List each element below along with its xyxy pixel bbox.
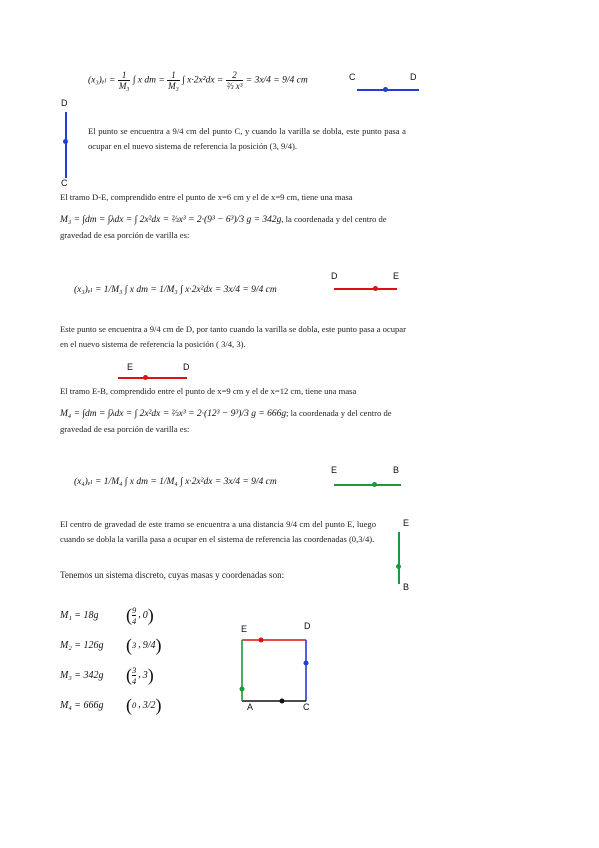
mass-value: M₄ = 666g xyxy=(60,699,104,711)
formula-big-fraction: $\frac{2}{\text{⅔ x³}}$ xyxy=(226,70,243,91)
rod-label-c: C xyxy=(349,72,356,82)
mass-coordinates: ( $\frac{9}{4}$ , 0) xyxy=(126,604,154,626)
paragraph-2: Este punto se encuentra a 9/4 cm de D, por tanto cuando la varilla se dobla, este punto pasa a ocupar en el nuevo sistema de referencia la posición ( 3/4, 3). xyxy=(60,324,406,349)
mass-row xyxy=(60,630,240,660)
formula-integrand: ∫ x·2x²dx = xyxy=(182,75,226,86)
mass-coordinates: ( 0 , 3/2) xyxy=(126,694,162,715)
rod-eb-vertical-dot xyxy=(396,564,401,569)
corner-label-e: E xyxy=(241,624,248,634)
mass-formula-de: M₃ = ∫dm = ∫λdx = ∫ 2x²dx = ⅔x³ = 2·(9³ − 6³)/3 g = 342g, la coordenada y del centro de gravedad de esa porción de varilla es: xyxy=(60,214,387,240)
rod-label-d3: D xyxy=(183,362,190,372)
paragraph-3: El centro de gravedad de este tramo se encuentra a una distancia 9/4 cm del punto E, luego cuando se dobla la varilla pasa a ocupar en el sistema de referencia las coordenadas (0,3/4). xyxy=(60,519,376,544)
coord-y: 0 xyxy=(142,609,148,621)
rod-label-c-bottom: C xyxy=(61,178,68,188)
paragraph-eb-intro: El tramo E-B, comprendido entre el punto de x=9 cm y el de x=12 cm, tiene una masa xyxy=(60,386,357,396)
rod-label-e2: E xyxy=(393,271,400,281)
coord-y: 9/4 xyxy=(142,639,156,651)
corner-label-d: D xyxy=(304,621,311,631)
coord-x: $\frac{3}{4}$ xyxy=(132,664,137,686)
paragraph-1: El punto se encuentra a 9/4 cm del punto C, y cuando la varilla se dobla, este punto pasa a ocupar en el nuevo sistema de referencia la posición (3, 9/4). xyxy=(88,126,406,151)
rod-ed-horizontal xyxy=(118,377,187,379)
formula-fraction: $\frac{1}{\text{M₃}}$ xyxy=(118,70,130,91)
rod-label-e3: E xyxy=(127,362,134,372)
formula-result: = 3x/4 = 9/4 cm xyxy=(245,75,308,86)
coord-x: $\frac{9}{4}$ xyxy=(132,604,137,626)
cg-dot-dc xyxy=(304,661,309,666)
cg-formula-de: (x₃)ₑₗ = 1/M₃ ∫ x dm = 1/M₃ ∫ x·2x²dx = 3x/4 = 9/4 cm xyxy=(74,285,277,295)
mass-value: M₁ = 18g xyxy=(60,609,99,621)
mass-list xyxy=(60,600,240,720)
mass-value: M₂ = 126g xyxy=(60,639,104,651)
mass-row xyxy=(60,660,240,690)
coord-x: 0 xyxy=(132,700,137,710)
coord-x: 3 xyxy=(132,640,137,650)
paragraph-de-intro: El tramo D-E, comprendido entre el punto de x=6 cm y el de x=9 cm, tiene una masa xyxy=(60,192,353,202)
coord-y: 3 xyxy=(142,669,148,681)
rod-cd-center-dot xyxy=(383,87,388,92)
rod-cd-vertical-dot xyxy=(63,139,68,144)
rod-cd-horizontal xyxy=(357,89,419,91)
rod-de-horizontal xyxy=(334,288,397,290)
formula-integral: ∫ x dm = xyxy=(132,75,168,86)
formula-fraction-2: $\frac{1}{\text{M₃}}$ xyxy=(168,70,179,91)
rod-label-d2: D xyxy=(331,271,338,281)
rod-de-dot xyxy=(373,286,378,291)
rod-label-b5: B xyxy=(403,582,410,592)
cg-dot-ac xyxy=(280,699,285,704)
rod-ed-dot xyxy=(143,375,148,380)
mass-row xyxy=(60,690,240,720)
formula-lhs: (x₃)ₑₗ = xyxy=(88,75,118,86)
mass-formula-eb: M₄ = ∫dm = ∫λdx = ∫ 2x²dx = ⅔x³ = 2·(12³ − 9³)/3 g = 666g; la coordenada y del centro de gravedad de esa porción de varilla es: xyxy=(60,408,392,434)
mass-value: M₃ = 342g xyxy=(60,669,104,681)
rod-label-d: D xyxy=(410,72,417,82)
rod-eb-vertical xyxy=(398,532,400,584)
coord-y: 3/2 xyxy=(142,699,156,711)
rod-label-b4: B xyxy=(393,465,400,475)
cg-formula-eb: (x₄)ₑₗ = 1/M₄ ∫ x dm = 1/M₄ ∫ x·2x²dx = 3x/4 = 9/4 cm xyxy=(74,477,277,487)
mass-row xyxy=(60,600,240,630)
rod-eb-horizontal xyxy=(334,484,401,486)
cg-dot-ed xyxy=(259,638,264,643)
cg-dot-ea xyxy=(240,687,245,692)
rod-label-d-top: D xyxy=(61,98,68,108)
corner-label-c: C xyxy=(303,702,310,712)
mass-coordinates: ( $\frac{3}{4}$ , 3) xyxy=(126,664,154,686)
cg-formula-cd xyxy=(88,70,308,91)
discrete-heading: Tenemos un sistema discreto, cuyas masas y coordenadas son: xyxy=(60,570,285,580)
rod-label-e4: E xyxy=(331,465,338,475)
mass-coordinates: ( 3 , 9/4) xyxy=(126,634,162,655)
rod-cd-vertical xyxy=(65,112,67,178)
corner-label-a: A xyxy=(247,702,254,712)
rod-eb-dot xyxy=(372,482,377,487)
rod-label-e5: E xyxy=(403,518,410,528)
